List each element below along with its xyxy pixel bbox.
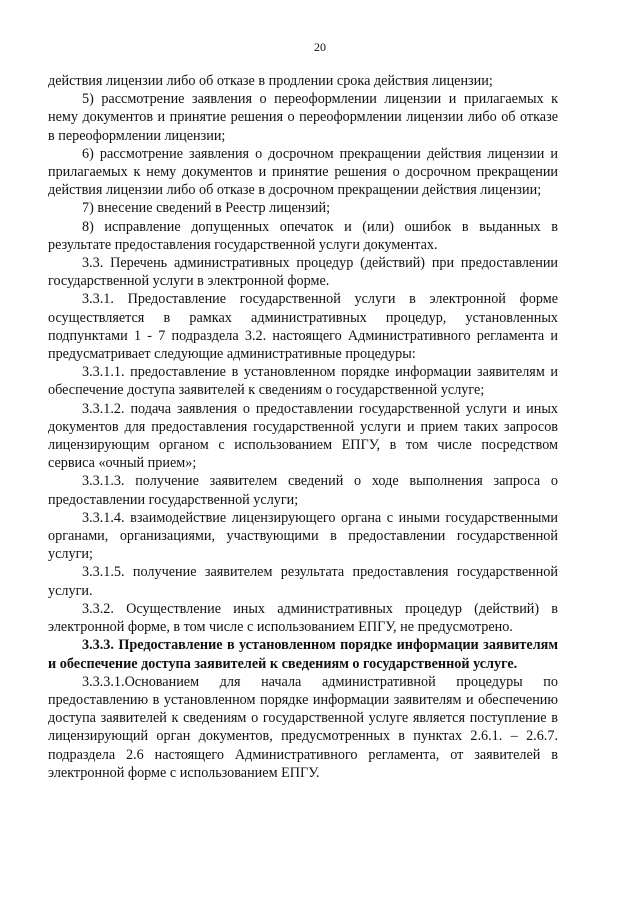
paragraph: 8) исправление допущенных опечаток и (или) ошибок в выданных в результате предоставления государственной услуги документах. bbox=[48, 218, 558, 253]
paragraph: 3.3. Перечень административных процедур (действий) при предоставлении государственной услуги в электронной форме. bbox=[48, 255, 558, 290]
paragraph: 5) рассмотрение заявления о переоформлении лицензии и прилагаемых к нему документов и принятие решения о переоформлении лицензии либо об отказе в переоформлении лицензии; bbox=[48, 91, 558, 144]
paragraph: действия лицензии либо об отказе в продлении срока действия лицензии; bbox=[48, 73, 493, 89]
paragraph: 3.3.1.5. получение заявителем результата предоставления государственной услуги. bbox=[48, 564, 558, 599]
paragraph: 3.3.1.3. получение заявителем сведений о ходе выполнения запроса о предоставлении государственной услуги; bbox=[48, 473, 558, 508]
paragraph: 3.3.1.1. предоставление в установленном порядке информации заявителям и обеспечение доступа заявителей к сведениям о государственной услуге; bbox=[48, 364, 558, 399]
paragraph: 3.3.1.2. подача заявления о предоставлении государственной услуги и иных документов для предоставления государственной услуги и прием таких запросов лицензирующим органом с использованием ЕПГУ, в том числе посредством сервиса «очный прием»; bbox=[48, 400, 558, 472]
paragraph: 3.3.1. Предоставление государственной услуги в электронной форме осуществляется в рамках административных процедур, установленных подпунктами 1 - 7 подраздела 3.2. настоящего Административного регламента и предусматривает следующие административные процедуры: bbox=[48, 291, 558, 363]
paragraph: 6) рассмотрение заявления о досрочном прекращении действия лицензии и прилагаемых к нему документов и принятие решения о досрочном прекращении действия лицензии либо об отказе в досрочном прекращении действия лицензии; bbox=[48, 145, 558, 199]
page-number: 20 bbox=[314, 40, 326, 54]
section-heading: 3.3.3. Предоставление в установленном порядке информации заявителям и обеспечение доступа заявителей к сведениям о государственной услуге. bbox=[48, 637, 558, 672]
document-body bbox=[48, 72, 558, 782]
paragraph: 7) внесение сведений в Реестр лицензий; bbox=[82, 200, 331, 217]
paragraph: 3.3.1.4. взаимодействие лицензирующего органа с иными государственными органами, организациями, участвующими в предоставлении государственной услуги; bbox=[48, 509, 558, 563]
paragraph: 3.3.3.1.Основанием для начала административной процедуры по предоставлению в установленном порядке информации заявителям и обеспечению доступа заявителей к сведениям о государственной услуге является поступление в лицензирующий орган документов, предусмотренных в пунктах 2.6.1. – 2.6.7. подраздела 2.6 настоящего Административного регламента, от заявителей в электронной форме с использованием ЕПГУ. bbox=[48, 673, 558, 781]
paragraph: 3.3.2. Осуществление иных административных процедур (действий) в электронной форме, в том числе с использованием ЕПГУ, не предусмотрено. bbox=[48, 600, 558, 636]
